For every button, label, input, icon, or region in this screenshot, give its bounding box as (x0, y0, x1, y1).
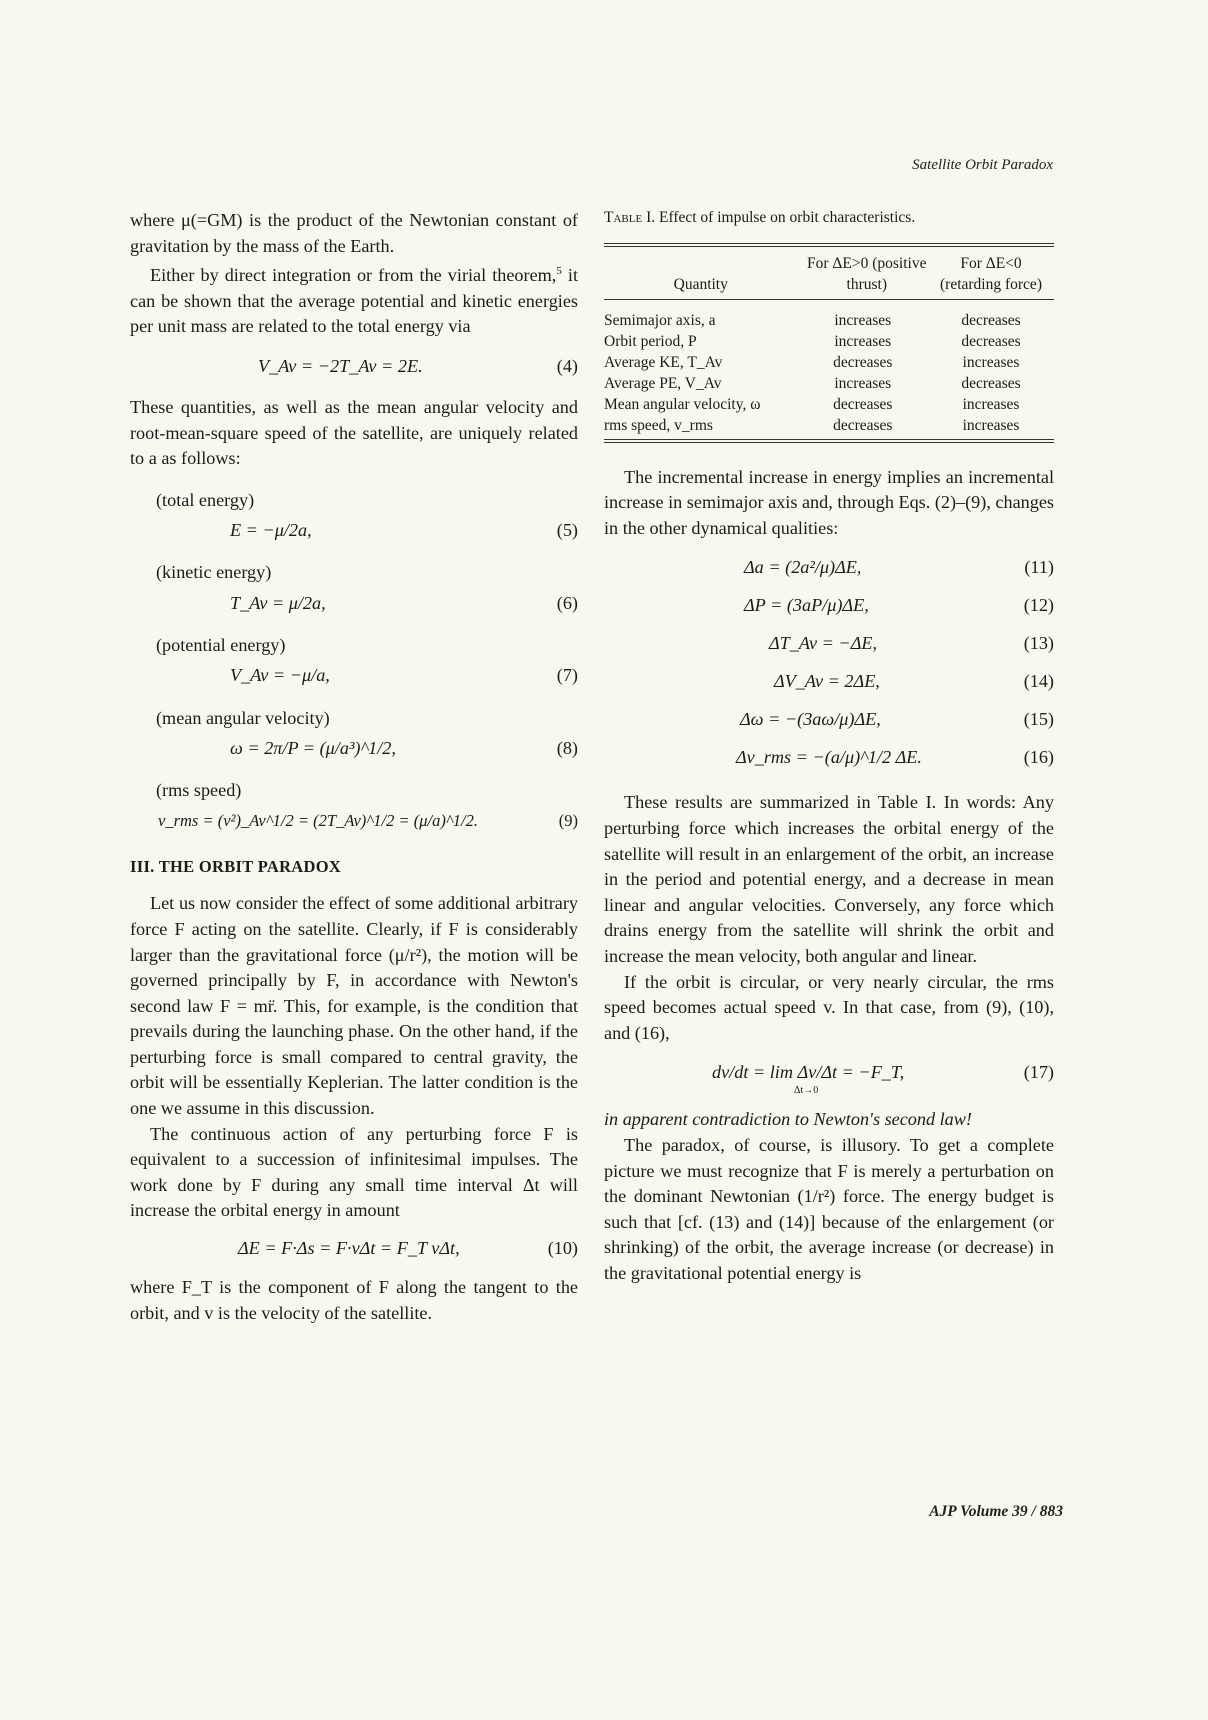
equation-15-expr: Δω = −(3aω/μ)ΔE, (740, 709, 881, 730)
running-head: Satellite Orbit Paradox (912, 157, 1053, 173)
equation-5-number: (5) (556, 520, 578, 541)
equation-4 (130, 354, 578, 379)
paragraph-perturbing-force: Let us now consider the effect of some additional arbitrary force F acting on the satellite. Clearly, if F is considerably larger than the gravitational force (μ/r²), the motion will be governed principally by F, in accordance with Newton's second law F = mr̈. This, for example, is the condition that prevails during the launching phase. On the other hand, if the perturbing force is small compared to central gravity, the orbit will be essentially Keplerian. The latter condition is the one we assume in this discussion. (130, 893, 578, 1119)
equation-17 (604, 1060, 1054, 1097)
relation-label: (kinetic energy) (156, 562, 272, 583)
table-header-quantity: Quantity (673, 275, 728, 293)
paragraph-incremental: The incremental increase in energy implies an incremental increase in semimajor axis and, through Eqs. (2)–(9), changes in the other dynamical qualities: (604, 466, 1055, 538)
table-caption-text: I. Effect of impulse on orbit characteristics. (642, 209, 916, 226)
table-row (604, 310, 1054, 331)
table-cell-negative: increases (962, 353, 1020, 371)
reference-5[interactable]: 5 (556, 265, 562, 278)
table-row (604, 394, 1054, 415)
table-header-rule (604, 299, 1054, 300)
table-cell-positive: increases (834, 311, 892, 329)
equation-16 (604, 745, 1054, 770)
equation-17-limit: Δt→0 (794, 1085, 819, 1097)
right-column (604, 205, 1054, 1286)
equation-10-number: (10) (547, 1237, 578, 1258)
virial-text-a: Either by direct integration or from the virial theorem, (150, 265, 557, 286)
equation-12-number: (12) (1023, 595, 1054, 616)
table-cell-negative: decreases (961, 311, 1021, 329)
section-heading: III. THE ORBIT PARADOX (130, 856, 342, 876)
equation-10-expr: ΔE = F·Δs = F·vΔt = F_T vΔt, (238, 1237, 460, 1258)
equation-6-expr: T_Av = μ/2a, (230, 592, 326, 613)
table-cell-quantity: Orbit period, P (604, 332, 697, 350)
table-1 (604, 205, 1054, 443)
equation-14-number: (14) (1023, 671, 1054, 692)
table-row (604, 331, 1054, 352)
table-caption (604, 205, 1054, 231)
equation-6-number: (6) (556, 592, 578, 613)
equation-14-expr: ΔV_Av = 2ΔE, (774, 671, 880, 692)
table-cell-quantity: Mean angular velocity, ω (604, 395, 761, 413)
table-cell-negative: decreases (961, 332, 1021, 350)
paragraph-illusory: The paradox, of course, is illusory. To get a complete picture we must recognize that F is merely a perturbation on the dominant Newtonian (1/r²) force. The energy budget is such that [cf. (13) and (14)] because of the enlargement (or shrinking) of the orbit, the average increase (or decrease) in the gravitational potential energy is (604, 1134, 1054, 1283)
table-cell-quantity: Average PE, V_Av (604, 374, 722, 392)
equation-8-expr: ω = 2π/P = (μ/a³)^1/2, (230, 737, 396, 758)
table-header-row (604, 247, 1054, 299)
equation-7-expr: V_Av = −μ/a, (230, 665, 330, 686)
equation-13-number: (13) (1023, 633, 1054, 654)
relation-label: (mean angular velocity) (156, 707, 330, 728)
equation-11 (604, 555, 1054, 580)
table-cell-negative: increases (962, 416, 1020, 434)
equation-15-number: (15) (1023, 709, 1054, 730)
table-cell-positive: increases (834, 374, 892, 392)
delta-equations (604, 555, 1054, 770)
paragraph-contradiction: in apparent contradiction to Newton's second law! (604, 1109, 972, 1130)
table-row (604, 352, 1054, 373)
table-row (604, 373, 1054, 394)
paragraph-circular: If the orbit is circular, or very nearly circular, the rms speed becomes actual speed v. In that case, from (9), (10), and (16), (604, 971, 1054, 1043)
table-cell-negative: increases (962, 395, 1020, 413)
equation-9 (130, 809, 578, 834)
table-cell-positive: decreases (833, 395, 893, 413)
equation-14 (604, 669, 1054, 694)
paragraph-summary: These results are summarized in Table I. In words: Any perturbing force which increases the orbital energy of the satellite will result in an enlargement of the orbit, an increase in the period and potential energy, and a decrease in mean linear and angular velocities. Conversely, any force which drains energy from the satellite will shrink the orbit and increase the mean velocity, both angular and linear. (604, 792, 1054, 966)
equation-12 (604, 593, 1054, 618)
equation-13-expr: ΔT_Av = −ΔE, (769, 633, 878, 654)
table-cell-positive: decreases (833, 416, 893, 434)
equation-5 (130, 518, 578, 543)
table-cell-positive: increases (834, 332, 892, 350)
equation-7-number: (7) (556, 665, 578, 686)
equation-9-expr: v_rms = (v²)_Av^1/2 = (2T_Av)^1/2 = (μ/a)^1/2. (158, 811, 479, 831)
equation-10 (130, 1236, 578, 1261)
table-cell-negative: decreases (961, 374, 1021, 392)
relation-label: (rms speed) (156, 780, 242, 801)
left-column (130, 208, 578, 1326)
virial-text-b: it can be shown that the average potential and kinetic energies per unit mass are related to the total energy via (130, 265, 579, 337)
equation-8 (130, 736, 578, 761)
equation-15 (604, 707, 1054, 732)
equation-6 (130, 591, 578, 616)
table-cell-quantity: Average KE, T_Av (604, 353, 723, 371)
equation-4-number: (4) (556, 355, 578, 376)
table-cell-positive: decreases (833, 353, 893, 371)
page-footer: AJP Volume 39 / 883 (929, 1503, 1063, 1520)
paragraph-impulses: The continuous action of any perturbing force F is equivalent to a succession of infinitesimal impulses. The work done by F during any small time interval Δt will increase the orbital energy in amount (130, 1123, 578, 1221)
equation-16-expr: Δv_rms = −(a/μ)^1/2 ΔE. (736, 747, 922, 768)
equation-17-line (604, 1060, 1054, 1085)
equation-11-number: (11) (1024, 557, 1054, 578)
equation-8-number: (8) (556, 737, 578, 758)
table-header-negative: For ΔE<0 (retarding force) (940, 254, 1042, 293)
table-caption-prefix: Table (604, 209, 643, 226)
equation-4-expr: V_Av = −2T_Av = 2E. (258, 355, 423, 376)
table-body (604, 247, 1054, 436)
equation-13 (604, 631, 1054, 656)
relations-list (130, 488, 578, 834)
equation-16-number: (16) (1023, 747, 1054, 768)
relation-label: (potential energy) (156, 634, 286, 655)
table-header-positive: For ΔE>0 (positive thrust) (807, 254, 927, 293)
relation-label: (total energy) (156, 489, 255, 510)
paragraph-virial (130, 259, 578, 340)
table-cell-quantity: Semimajor axis, a (604, 311, 716, 329)
equation-9-number: (9) (558, 811, 578, 831)
equation-17-number: (17) (1023, 1062, 1054, 1083)
paragraph-quantities: These quantities, as well as the mean angular velocity and root-mean-square speed of the satellite, are uniquely related to a as follows: (130, 396, 578, 469)
equation-7 (130, 664, 578, 689)
equation-11-expr: Δa = (2a²/μ)ΔE, (744, 557, 862, 578)
equation-17-expr: dv/dt = lim Δv/Δt = −F_T, (712, 1062, 905, 1083)
table-cell-quantity: rms speed, v_rms (604, 416, 713, 434)
equation-5-expr: E = −μ/2a, (230, 520, 312, 541)
table-row (604, 415, 1054, 436)
equation-12-expr: ΔP = (3aP/μ)ΔE, (744, 595, 869, 616)
paragraph-mu-definition: where μ(=GM) is the product of the Newtonian constant of gravitation by the mass of the Earth. (130, 210, 578, 256)
paragraph-tangent-component: where F_T is the component of F along the tangent to the orbit, and v is the velocity of the satellite. (130, 1277, 578, 1323)
